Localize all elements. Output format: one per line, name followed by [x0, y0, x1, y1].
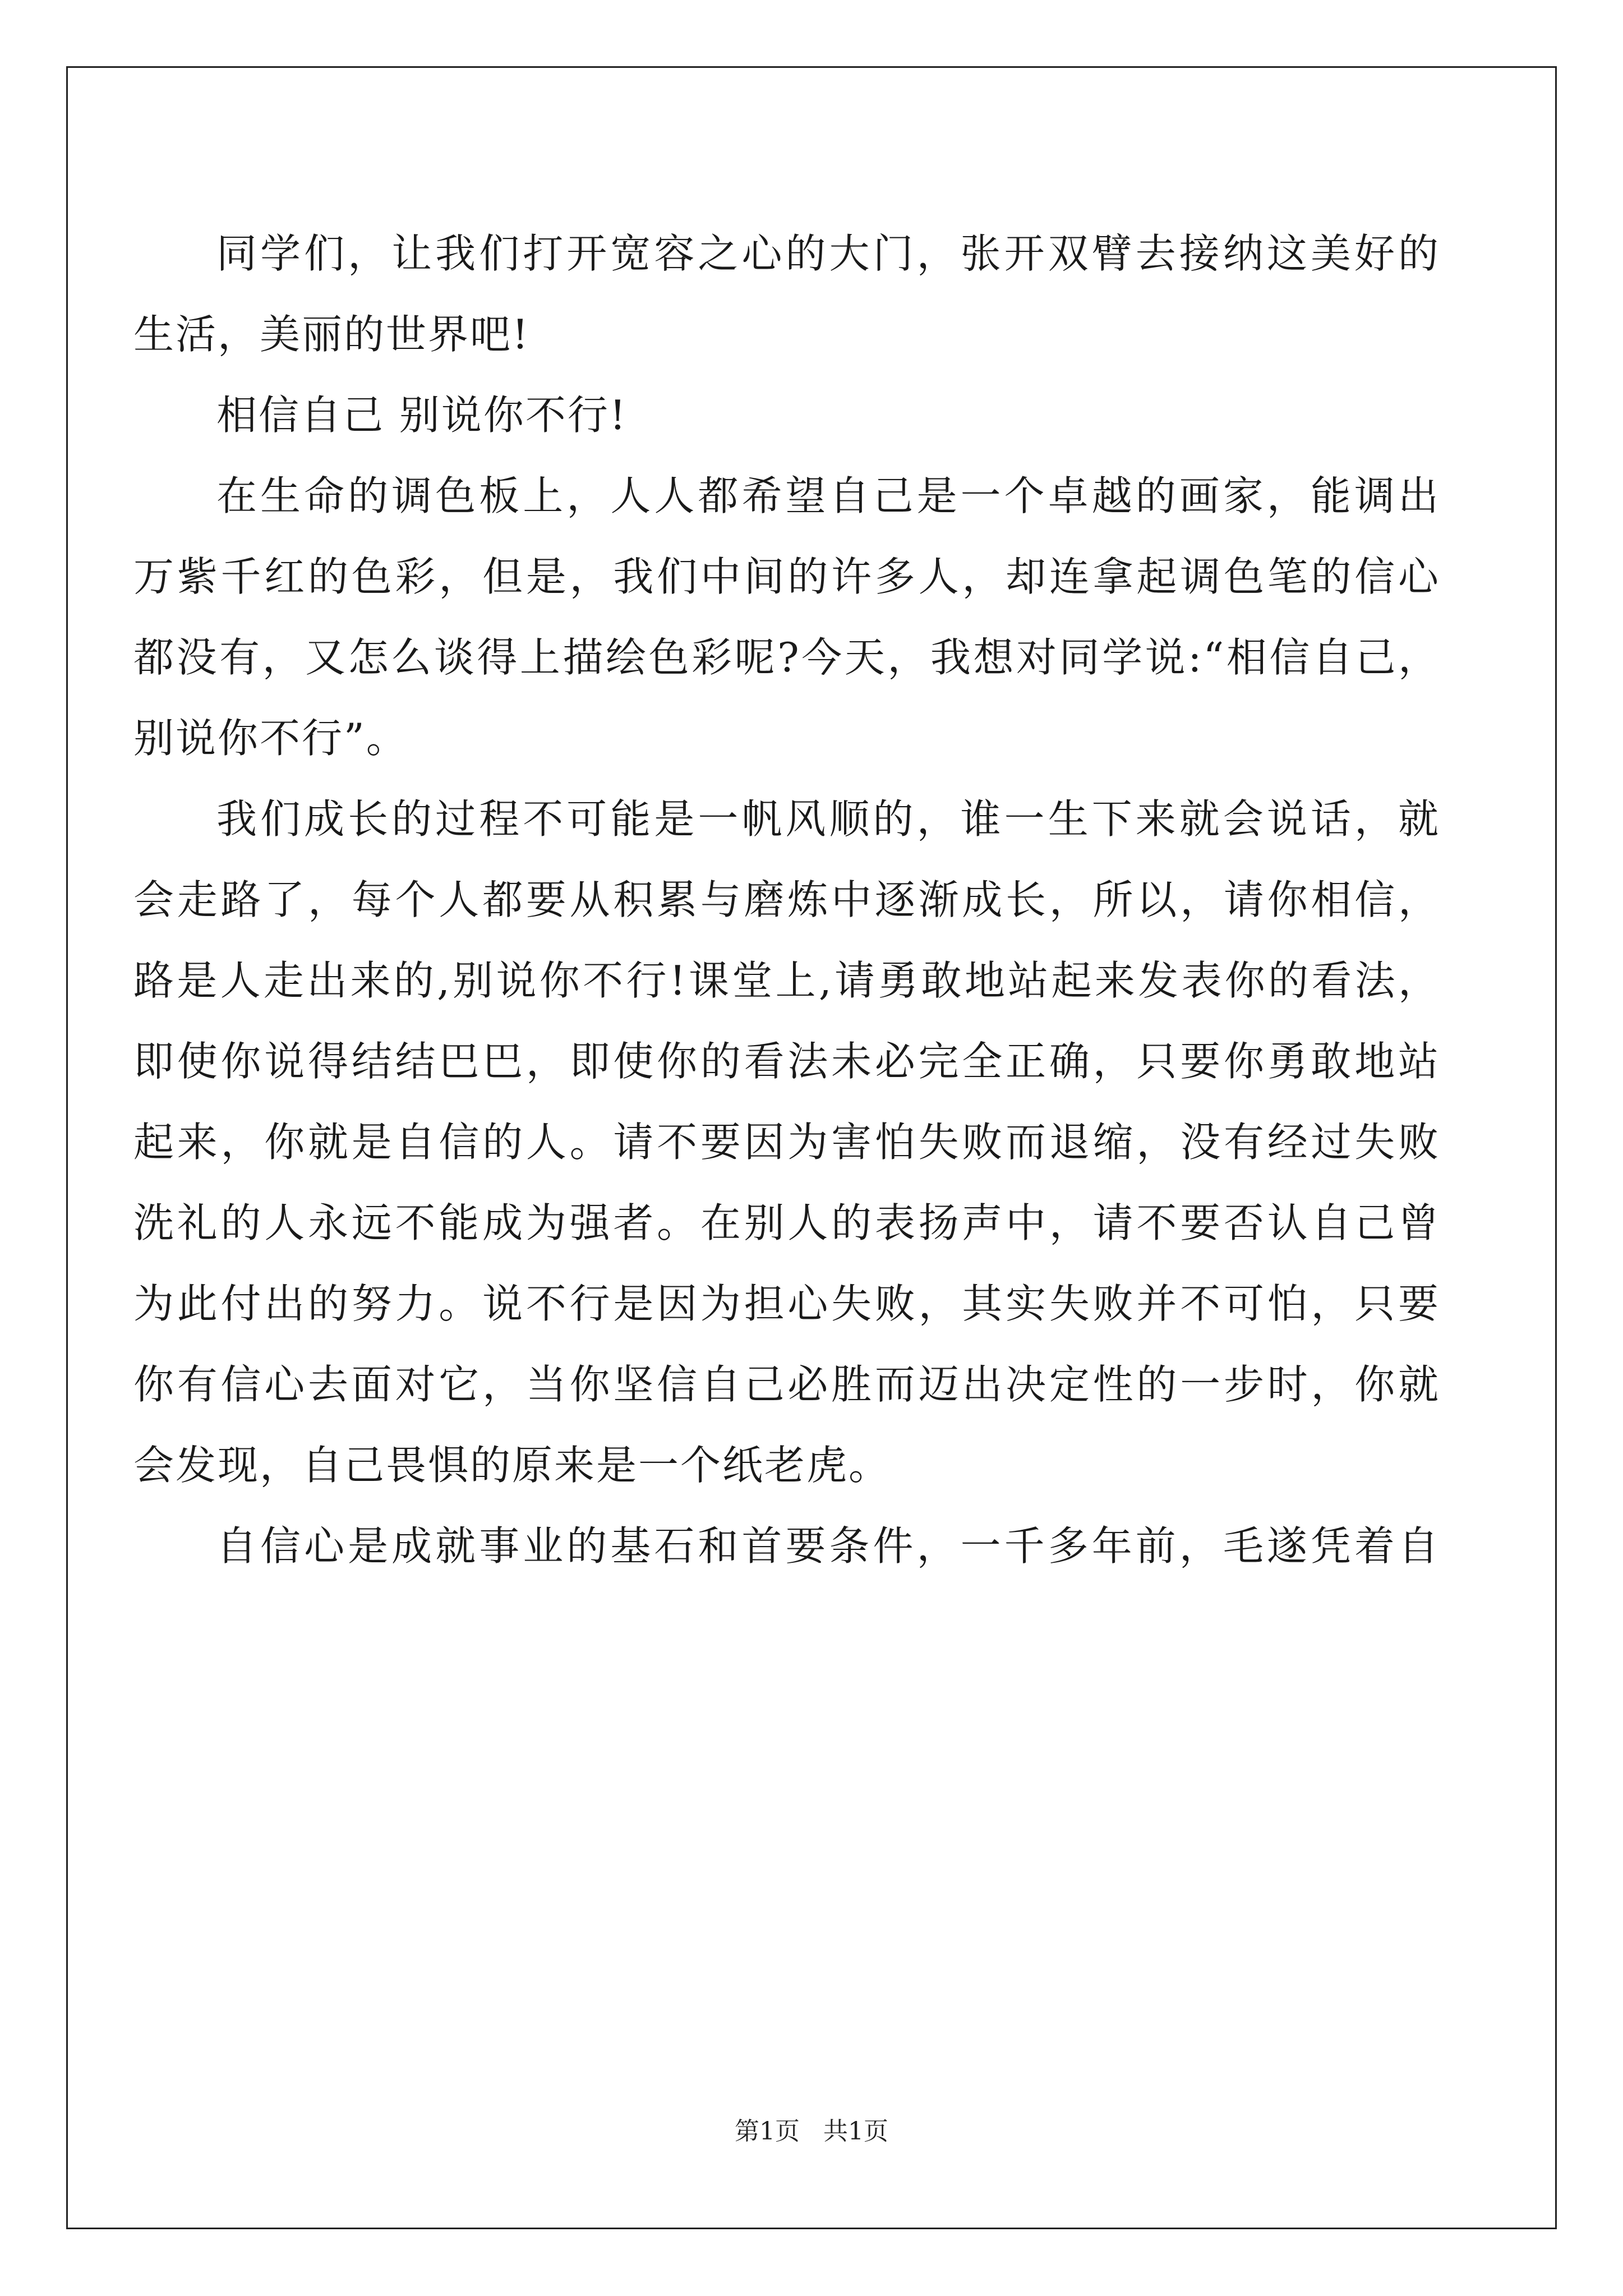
text-line: 生活，美丽的世界吧!: [133, 311, 530, 358]
text-line: 洗礼的人永远不能成为强者。在别人的表扬声中，请不要否认自己曾: [133, 1199, 1440, 1246]
text-line: 相信自己 别说你不行!: [216, 392, 628, 439]
document-body: [133, 213, 1440, 1586]
text-line: 在生命的调色板上，人人都希望自己是一个卓越的画家，能调出: [216, 472, 1440, 519]
text-line: 为此付出的努力。说不行是因为担心失败，其实失败并不可怕，只要: [133, 1280, 1440, 1327]
text-line: 即使你说得结结巴巴，即使你的看法未必完全正确，只要你勇敢地站: [133, 1038, 1440, 1085]
text-line: 自信心是成就事业的基石和首要条件，一千多年前，毛遂凭着自: [216, 1522, 1440, 1570]
text-line: 万紫千红的色彩，但是，我们中间的许多人，却连拿起调色笔的信心: [133, 553, 1440, 600]
text-line: 会发现，自己畏惧的原来是一个纸老虎。: [133, 1442, 891, 1489]
text-line: 别说你不行”。: [133, 715, 408, 762]
text-line: 起来，你就是自信的人。请不要因为害怕失败而退缩，没有经过失败: [133, 1119, 1440, 1166]
text-line: 我们成长的过程不可能是一帆风顺的，谁一生下来就会说话，就: [216, 795, 1440, 843]
text-line: 都没有，又怎么谈得上描绘色彩呢?今天，我想对同学说:“相信自己，: [133, 634, 1440, 681]
text-line: 同学们，让我们打开宽容之心的大门，张开双臂去接纳这美好的: [216, 230, 1440, 277]
text-line: 会走路了，每个人都要从积累与磨炼中逐渐成长，所以，请你相信，: [133, 876, 1440, 923]
page-total: 共1页: [823, 2117, 888, 2146]
page-number: 第1页: [735, 2117, 800, 2146]
text-line: 你有信心去面对它，当你坚信自己必胜而迈出决定性的一步时，你就: [133, 1361, 1440, 1408]
text-line: 路是人走出来的,别说你不行!课堂上,请勇敢地站起来发表你的看法，: [133, 957, 1440, 1004]
page-footer: [0, 2115, 1623, 2148]
